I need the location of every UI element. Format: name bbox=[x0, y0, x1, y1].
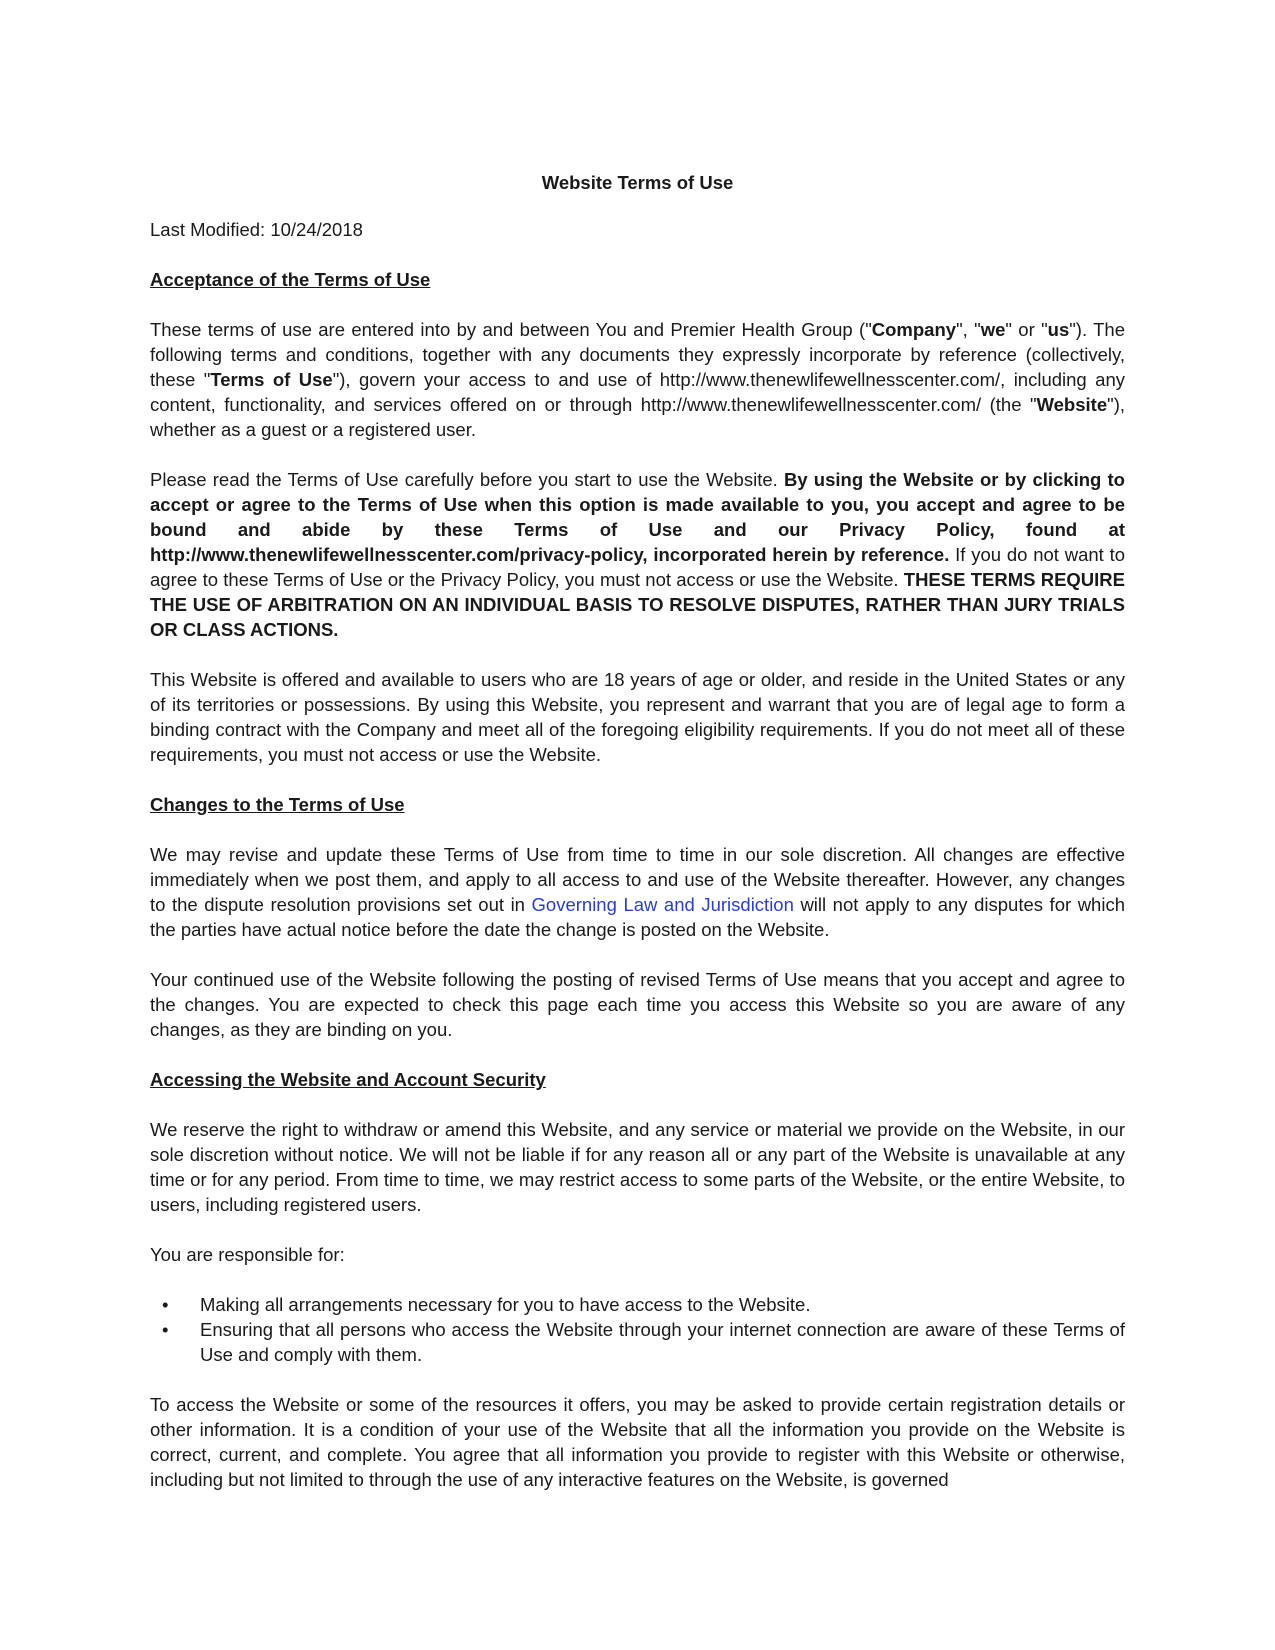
acceptance-paragraph-2: Please read the Terms of Use carefully before you start to use the Website. By using the Website or by clicking to accept or agree to the Terms of Use when this option is made available to you, you accept and agree to be bound and abide by these Terms of Use and our Privacy Policy, found at http://www.thenewlifewellnesscenter.com/privacy-policy, incorporated herein by reference. If you do not want to agree to these Terms of Use or the Privacy Policy, you must not access or use the Website. THESE TERMS REQUIRE THE USE OF ARBITRATION ON AN INDIVIDUAL BASIS TO RESOLVE DISPUTES, RATHER THAN JURY TRIALS OR CLASS ACTIONS. bbox=[150, 469, 1125, 640]
access-paragraph-2: You are responsible for: bbox=[150, 1244, 345, 1265]
document-title: Website Terms of Use bbox=[541, 172, 734, 193]
last-modified: Last Modified: 10/24/2018 bbox=[150, 219, 363, 240]
changes-paragraph-2: Your continued use of the Website following the posting of revised Terms of Use means that you accept and agree to the changes. You are expected to check this page each time you access this Website so you are aware of any changes, as they are binding on you. bbox=[150, 969, 1125, 1040]
responsibility-list bbox=[150, 1292, 1125, 1367]
section-heading-access: Accessing the Website and Account Security bbox=[150, 1069, 546, 1090]
document-page bbox=[150, 170, 1125, 1517]
defined-term-company: Company bbox=[871, 319, 957, 340]
list-item: • Making all arrangements necessary for you to have access to the Website. bbox=[162, 1294, 811, 1315]
changes-paragraph-1: We may revise and update these Terms of Use from time to time in our sole discretion. All changes are effective immediately when we post them, and apply to all access to and use of the Website thereafter. However, any changes to the dispute resolution provisions set out in Governing Law and Jurisdiction will not apply to any disputes for which the parties have actual notice before the date the change is posted on the Website. bbox=[150, 844, 1125, 940]
bullet-icon: • bbox=[162, 1319, 169, 1340]
bullet-icon: • bbox=[162, 1294, 169, 1315]
governing-law-link[interactable]: Governing Law and Jurisdiction bbox=[531, 894, 794, 915]
section-heading-acceptance: Acceptance of the Terms of Use bbox=[150, 269, 431, 290]
acceptance-paragraph-1: These terms of use are entered into by and between You and Premier Health Group ("Company", "we" or "us"). The following terms and conditions, together with any documents they expressly incorporate by reference (collectively, these "Terms of Use"), govern your access to and use of http://www.thenewlifewellnesscenter.com/, including any content, functionality, and services offered on or through http://www.thenewlifewellnesscenter.com/ (the "Website"), whether as a guest or a registered user. bbox=[150, 319, 1125, 440]
agreement-clause: By using the Website or by clicking to accept or agree to the Terms of Use when this option is made available to you, you accept and agree to be bound and abide by these Terms of Use and our Privacy Policy, found at http://www.thenewlifewellnesscenter.com/privacy-policy, incorporated herein by reference. bbox=[150, 469, 1125, 565]
defined-term-website: Website bbox=[1036, 394, 1108, 415]
defined-term-terms-of-use: Terms of Use bbox=[210, 369, 333, 390]
section-heading-changes: Changes to the Terms of Use bbox=[150, 794, 405, 815]
defined-term-us: us bbox=[1047, 319, 1070, 340]
arbitration-notice: THESE TERMS REQUIRE THE USE OF ARBITRATION ON AN INDIVIDUAL BASIS TO RESOLVE DISPUTES, RATHER THAN JURY TRIALS OR CLASS ACTIONS. bbox=[150, 569, 1125, 640]
acceptance-paragraph-3: This Website is offered and available to users who are 18 years of age or older, and reside in the United States or any of its territories or possessions. By using this Website, you represent and warrant that you are of legal age to form a binding contract with the Company and meet all of the foregoing eligibility requirements. If you do not meet all of these requirements, you must not access or use the Website. bbox=[150, 669, 1125, 765]
access-paragraph-3: To access the Website or some of the resources it offers, you may be asked to provide certain registration details or other information. It is a condition of your use of the Website that all the information you provide on the Website is correct, current, and complete. You agree that all information you provide to register with this Website or otherwise, including but not limited to through the use of any interactive features on the Website, is governed bbox=[150, 1394, 1125, 1490]
access-paragraph-1: We reserve the right to withdraw or amend this Website, and any service or material we provide on the Website, in our sole discretion without notice. We will not be liable if for any reason all or any part of the Website is unavailable at any time or for any period. From time to time, we may restrict access to some parts of the Website, or the entire Website, to users, including registered users. bbox=[150, 1119, 1125, 1215]
defined-term-we: we bbox=[980, 319, 1006, 340]
list-item: • Ensuring that all persons who access the Website through your internet connection are aware of these Terms of Use and comply with them. bbox=[162, 1319, 1125, 1365]
